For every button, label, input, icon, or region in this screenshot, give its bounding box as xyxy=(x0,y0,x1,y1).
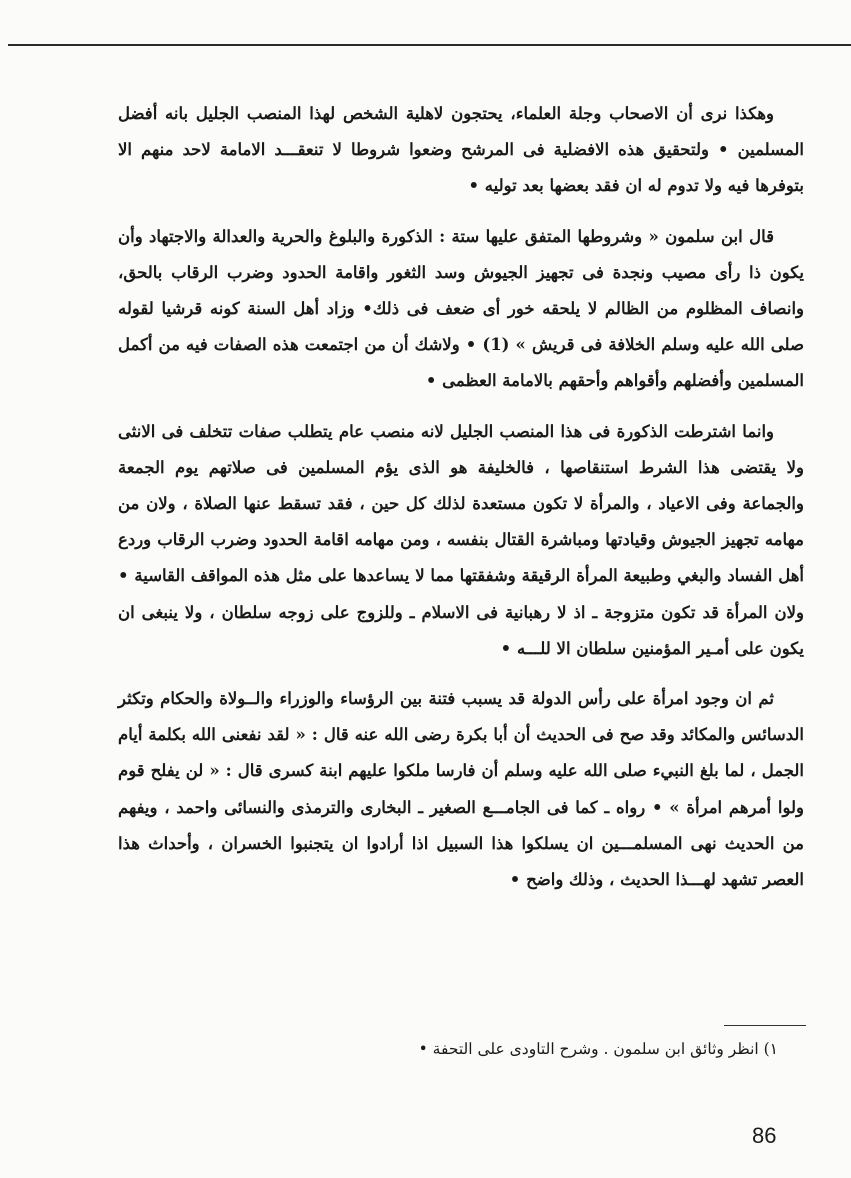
body-text xyxy=(118,96,804,912)
footnote: ١) انظر وثائق ابن سلمون . وشرح التاودى على التحفة • xyxy=(418,1040,778,1058)
paragraph-3: وانما اشترطت الذكورة فى هذا المنصب الجليل لانه منصب عام يتطلب صفات تتخلف فى الانثى ولا يقتضى هذا الشرط استنقاصها ، فالخليفة هو الذى يؤم المسلمين فى صلاتهم يوم الجمعة والجماعة وفى الاعياد ، والمرأة لا تكون مستعدة لذلك كل حين ، فقد تسقط عنها الصلاة ، ولان من مهامه تجهيز الجيوش وقيادتها ومباشرة القتال بنفسه ، ومن مهامه اقامة الحدود وضرب الرقاب وردع أهل الفساد والبغي وطبيعة المرأة الرقيقة وشفقتها مما لا يساعدها على مثل هذه المواقف القاسية • ولان المرأة قد تكون متزوجة ـ اذ لا رهبانية فى الاسلام ـ وللزوج على زوجه سلطان ، ولا ينبغى ان يكون على أمـير المؤمنين سلطان الا للـــه • xyxy=(118,421,804,658)
paragraph-2: قال ابن سلمون « وشروطها المتفق عليها ستة : الذكورة والبلوغ والحرية والعدالة والاجتهاد وأن يكون ذا رأى مصيب ونجدة فى تجهيز الجيوش وسد الثغور واقامة الحدود وضرب الرقاب بالحق، وانصاف المظلوم من الظالم لا يلحقه خور أى ضعف فى ذلك• وزاد أهل السنة كونه قرشيا لقوله صلى الله عليه وسلم الخلافة فى قريش » (1) • ولاشك أن من اجتمعت هذه الصفات فيه من أكمل المسلمين وأفضلهم وأقواهم وأحقهم بالامامة العظمى • xyxy=(118,226,804,391)
paragraph-4: ثم ان وجود امرأة على رأس الدولة قد يسبب فتنة بين الرؤساء والوزراء والــولاة والحكام وتكثر الدسائس والمكائد وقد صح فى الحديث أن أبا بكرة رضى الله عنه قال : « لقد نفعنى الله بكلمة أيام الجمل ، لما بلغ النبيء صلى الله عليه وسلم أن فارسا ملكوا عليهم ابنة كسرى قال : « لن يفلح قوم ولوا أمرهم امرأة » • رواه ـ كما فى الجامـــع الصغير ـ البخارى والترمذى والنسائى واحمد ، ويفهم من الحديث نهى المسلمـــين ان يسلكوا هذا السبيل اذا أرادوا ان يتجنبوا الخسران ، وأحداث هذا العصر تشهد لهـــذا الحديث ، وذلك واضح • xyxy=(118,689,804,890)
paragraph-1: وهكذا نرى أن الاصحاب وجلة العلماء، يحتجون لاهلية الشخص لهذا المنصب الجليل بانه أفضل المسلمين • ولتحقيق هذه الافضلية فى المرشح وضعوا شروطا لا تنعقـــد الامامة لاحد منهم الا بتوفرها فيه ولا تدوم له ان فقد بعضها بعد توليه • xyxy=(118,104,804,196)
page-number: 86 xyxy=(752,1123,777,1148)
footnote-rule xyxy=(724,1025,806,1026)
header-rule xyxy=(8,44,851,46)
